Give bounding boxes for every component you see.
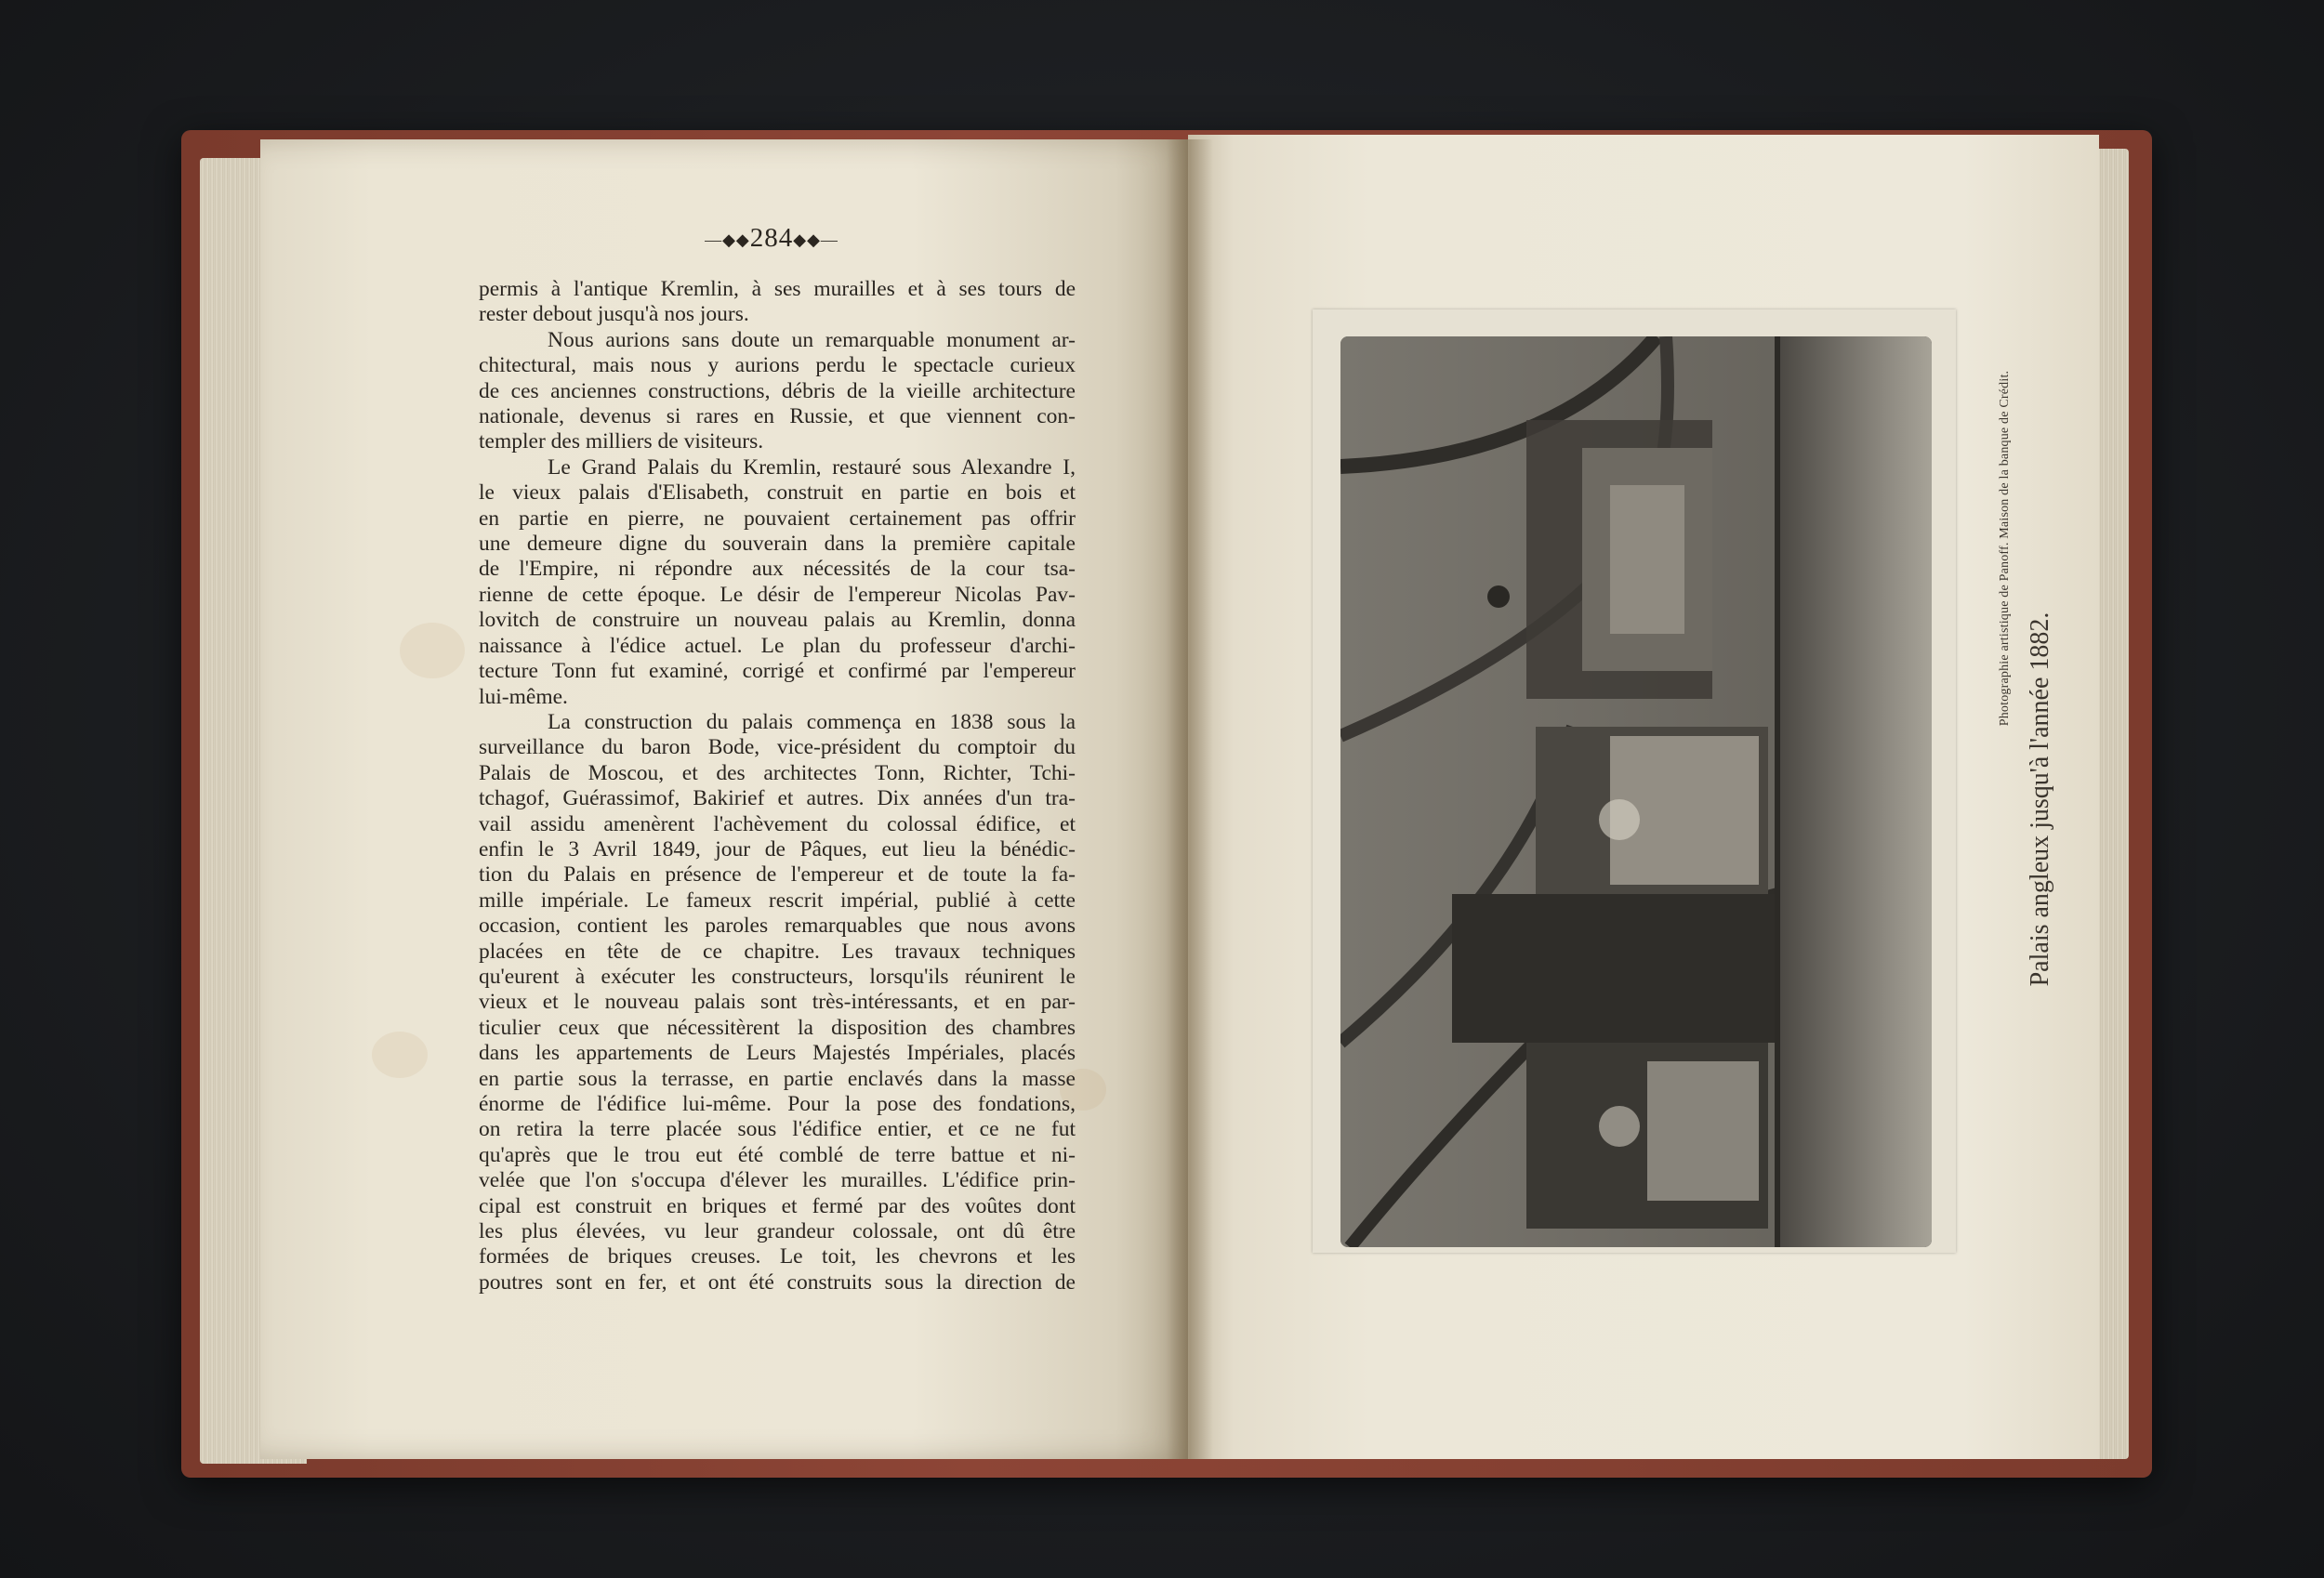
text-line: naissance à l'édice actuel. Le plan du professeur d'archi- bbox=[479, 633, 1076, 658]
text-line: enfin le 3 Avril 1849, jour de Pâques, eut lieu la bénédic- bbox=[479, 836, 1076, 861]
body-text bbox=[479, 277, 1076, 1295]
text-line: énorme de l'édifice lui-même. Pour la pose des fondations, bbox=[479, 1092, 1076, 1116]
text-line: chitectural, mais nous y aurions perdu le spectacle curieux bbox=[479, 353, 1076, 378]
text-line: lovitch de construire un nouveau palais au Kremlin, donna bbox=[479, 608, 1076, 633]
page-number-ornament-right: ◆◆— bbox=[793, 230, 838, 249]
text-line: une demeure digne du souverain dans la première capitale bbox=[479, 532, 1076, 557]
plate-caption-text: Palais angleux jusqu'à l'année 1882. bbox=[2026, 611, 2054, 987]
text-line: en partie en pierre, ne pouvaient certainement pas offrir bbox=[479, 506, 1076, 531]
text-line: La construction du palais commença en 1838 sous la bbox=[548, 709, 1076, 734]
plate-caption bbox=[2022, 613, 2059, 985]
text-line: lui-même. bbox=[479, 684, 568, 709]
text-line: en partie sous la terrasse, en partie enclavés dans la masse bbox=[479, 1066, 1076, 1091]
text-line: velée que l'on s'occupa d'élever les murailles. L'édifice prin- bbox=[479, 1168, 1076, 1193]
text-line: Le Grand Palais du Kremlin, restauré sous Alexandre I, bbox=[548, 454, 1076, 480]
text-line: vail assidu amenèrent l'achèvement du colossal édifice, et bbox=[479, 811, 1076, 836]
text-line: de ces anciennes constructions, débris de la vieille architecture bbox=[479, 378, 1076, 403]
text-line: surveillance du baron Bode, vice-président du comptoir du bbox=[479, 735, 1076, 760]
page-number bbox=[688, 223, 855, 254]
page-number-value: 284 bbox=[749, 223, 794, 253]
text-line: dans les appartements de Leurs Majestés Impériales, placés bbox=[479, 1041, 1076, 1066]
text-line: qu'eurent à exécuter les constructeurs, lorsqu'ils réunirent le bbox=[479, 964, 1076, 989]
text-line: nationale, devenus si rares en Russie, et que viennent con- bbox=[479, 404, 1076, 429]
text-line: mille impériale. Le fameux rescrit impérial, publié à cette bbox=[479, 888, 1076, 913]
text-line: cipal est construit en briques et fermé par des voûtes dont bbox=[479, 1193, 1076, 1218]
text-line: Nous aurions sans doute un remarquable monument ar- bbox=[548, 327, 1076, 352]
paper-stain bbox=[372, 1032, 428, 1078]
photo-credit bbox=[1992, 372, 2018, 725]
text-line: tecture Tonn fut examiné, corrigé et confirmé par l'empereur bbox=[479, 659, 1076, 684]
text-line: poutres sont en fer, et ont été construits sous la direction de bbox=[479, 1269, 1076, 1295]
text-line: tchagof, Guérassimof, Bakirief et autres. Dix années d'un tra- bbox=[479, 786, 1076, 811]
text-line: Palais de Moscou, et des architectes Tonn, Richter, Tchi- bbox=[479, 760, 1076, 785]
text-line: rester debout jusqu'à nos jours. bbox=[479, 302, 749, 327]
interior-photograph-drawing bbox=[1340, 336, 1932, 1247]
text-line: les plus élevées, vu leur grandeur colossale, ont dû être bbox=[479, 1219, 1076, 1244]
paper-stain bbox=[400, 623, 465, 678]
text-line: on retira la terre placée sous l'édifice entier, et ce ne fut bbox=[479, 1117, 1076, 1142]
text-line: templer des milliers de visiteurs. bbox=[479, 429, 764, 454]
text-line: de l'Empire, ni répondre aux nécessités de la cour tsa- bbox=[479, 557, 1076, 582]
page-number-ornament-left: —◆◆ bbox=[705, 230, 750, 249]
text-line: ticulier ceux que nécessitèrent la disposition des chambres bbox=[479, 1015, 1076, 1040]
book-gutter bbox=[1167, 139, 1213, 1459]
text-line: rienne de cette époque. Le désir de l'empereur Nicolas Pav- bbox=[479, 582, 1076, 607]
photo-credit-text: Photographie artistique de Panoff. Maison de la banque de Crédit. bbox=[1998, 370, 2012, 727]
text-line: permis à l'antique Kremlin, à ses murailles et à ses tours de bbox=[479, 277, 1076, 301]
text-line: vieux et le nouveau palais sont très-intéressants, et en par- bbox=[479, 990, 1076, 1015]
text-line: qu'après que le trou eut été comblé de terre battue et ni- bbox=[479, 1142, 1076, 1167]
interior-photograph bbox=[1340, 336, 1932, 1247]
text-line: le vieux palais d'Elisabeth, construit en partie en bois et bbox=[479, 480, 1076, 506]
text-line: occasion, contient les paroles remarquables que nous avons bbox=[479, 914, 1076, 939]
text-line: formées de briques creuses. Le toit, les chevrons et les bbox=[479, 1244, 1076, 1269]
text-line: placées en tête de ce chapitre. Les travaux techniques bbox=[479, 939, 1076, 964]
text-line: tion du Palais en présence de l'empereur et de toute la fa- bbox=[479, 862, 1076, 888]
